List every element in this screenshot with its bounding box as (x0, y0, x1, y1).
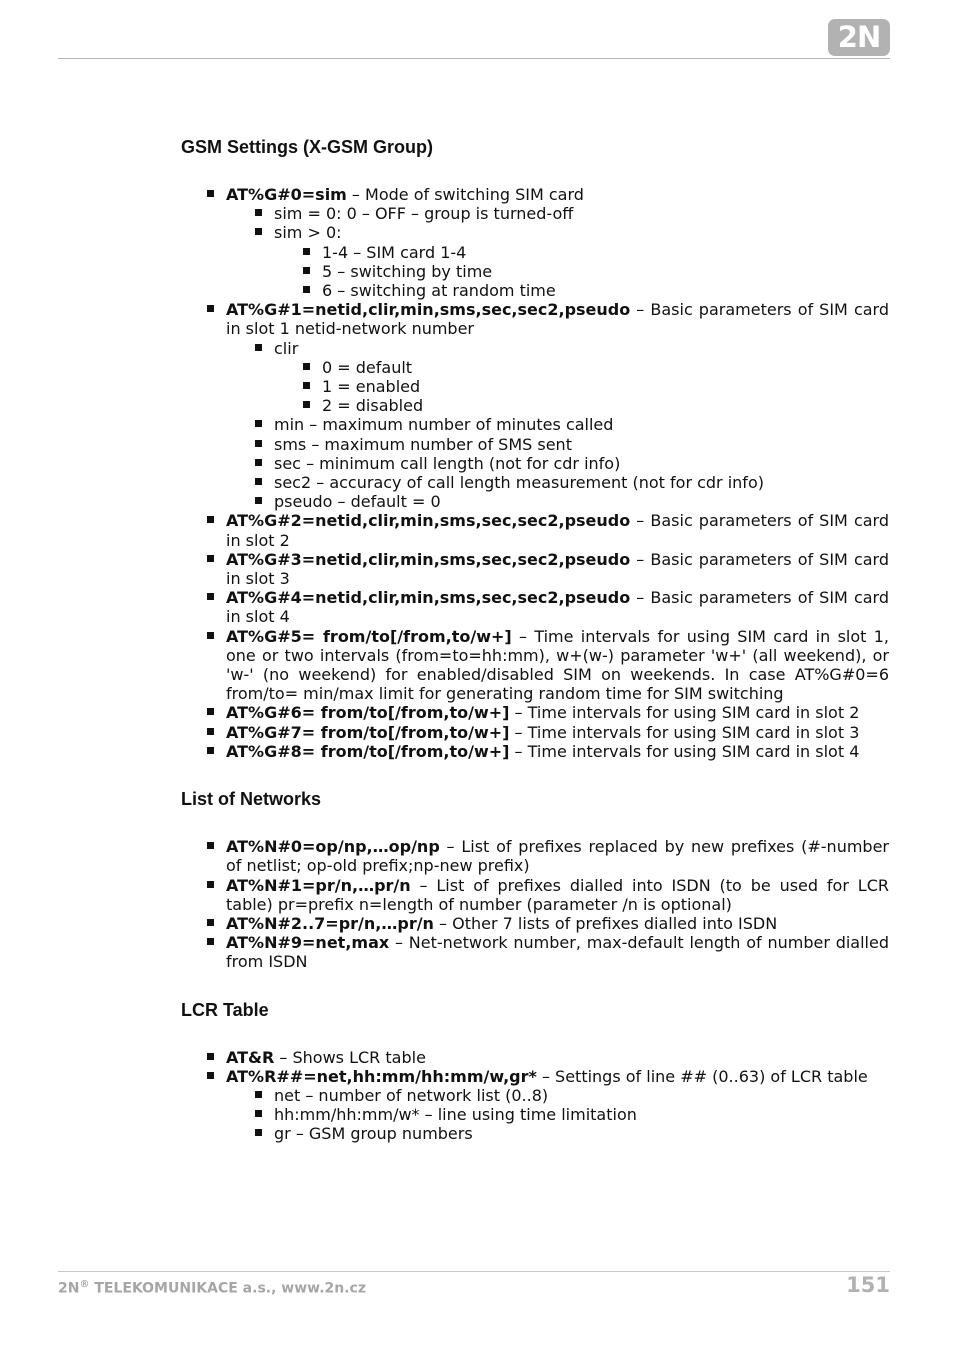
list-item: min – maximum number of minutes called (181, 415, 889, 434)
list-item: sec – minimum call length (not for cdr info) (181, 454, 889, 473)
list-item: 1 = enabled (181, 377, 889, 396)
list-item: AT%G#2=netid,clir,min,sms,sec,sec2,pseudo – Basic parameters of SIM card in slot 2 (181, 511, 889, 549)
list-item: AT%N#9=net,max – Net-network number, max-default length of number dialled from ISDN (181, 933, 889, 971)
list-item: AT%N#2..7=pr/n,…pr/n – Other 7 lists of prefixes dialled into ISDN (181, 914, 889, 933)
page-number: 151 (846, 1273, 890, 1297)
header-rule (58, 58, 890, 59)
section-title-list-of-networks: List of Networks (181, 789, 322, 810)
list-item: AT%N#0=op/np,…op/np – List of prefixes replaced by new prefixes (#-number of netlist; op-old prefix;np-new prefix) (181, 837, 889, 875)
list-item: pseudo – default = 0 (181, 492, 889, 511)
list-item: hh:mm/hh:mm/w* – line using time limitation (181, 1105, 889, 1124)
list-item: AT%N#1=pr/n,…pr/n – List of prefixes dialled into ISDN (to be used for LCR table) pr=prefix n=length of number (parameter /n is optional) (181, 876, 889, 914)
list-item: 6 – switching at random time (181, 281, 889, 300)
list-item: sms – maximum number of SMS sent (181, 435, 889, 454)
list-item: clir (181, 339, 889, 358)
gsm-settings-list (181, 185, 889, 761)
list-item: AT%G#6= from/to[/from,to/w+] – Time intervals for using SIM card in slot 2 (181, 703, 889, 722)
list-item: AT&R – Shows LCR table (181, 1048, 889, 1067)
list-item: AT%G#3=netid,clir,min,sms,sec,sec2,pseudo – Basic parameters of SIM card in slot 3 (181, 550, 889, 588)
list-item: 0 = default (181, 358, 889, 377)
page-content (181, 134, 889, 1144)
list-item: AT%G#4=netid,clir,min,sms,sec,sec2,pseudo – Basic parameters of SIM card in slot 4 (181, 588, 889, 626)
networks-list (181, 837, 889, 971)
footer-company: 2N® TELEKOMUNIKACE a.s., www.2n.cz (58, 1279, 366, 1297)
list-item: net – number of network list (0..8) (181, 1086, 889, 1105)
list-item: AT%G#8= from/to[/from,to/w+] – Time intervals for using SIM card in slot 4 (181, 742, 889, 761)
list-item: gr – GSM group numbers (181, 1124, 889, 1143)
list-item: 1-4 – SIM card 1-4 (181, 243, 889, 262)
list-item: 5 – switching by time (181, 262, 889, 281)
lcr-table-list (181, 1048, 889, 1144)
footer-rule (58, 1271, 890, 1272)
list-item: AT%R##=net,hh:mm/hh:mm/w,gr* – Settings of line ## (0..63) of LCR table (181, 1067, 889, 1086)
list-item: sim > 0: (181, 223, 889, 242)
2n-logo: 2N (828, 19, 890, 56)
list-item: 2 = disabled (181, 396, 889, 415)
list-item: AT%G#5= from/to[/from,to/w+] – Time intervals for using SIM card in slot 1, one or two intervals (from=to=hh:mm), w+(w-) parameter 'w+' (all weekend), or 'w-' (no weekend) for enabled/disabled SIM on weekends. In case AT%G#0=6 from/to= min/max limit for generating random time for SIM switching (181, 627, 889, 704)
list-item: AT%G#7= from/to[/from,to/w+] – Time intervals for using SIM card in slot 3 (181, 723, 889, 742)
list-item: sim = 0: 0 – OFF – group is turned-off (181, 204, 889, 223)
section-title-gsm-settings: GSM Settings (X-GSM Group) (181, 137, 433, 157)
list-item: sec2 – accuracy of call length measurement (not for cdr info) (181, 473, 889, 492)
list-item: AT%G#0=sim – Mode of switching SIM card (181, 185, 889, 204)
section-title-lcr-table: LCR Table (181, 999, 269, 1020)
list-item: AT%G#1=netid,clir,min,sms,sec,sec2,pseudo – Basic parameters of SIM card in slot 1 netid-network number (181, 300, 889, 338)
